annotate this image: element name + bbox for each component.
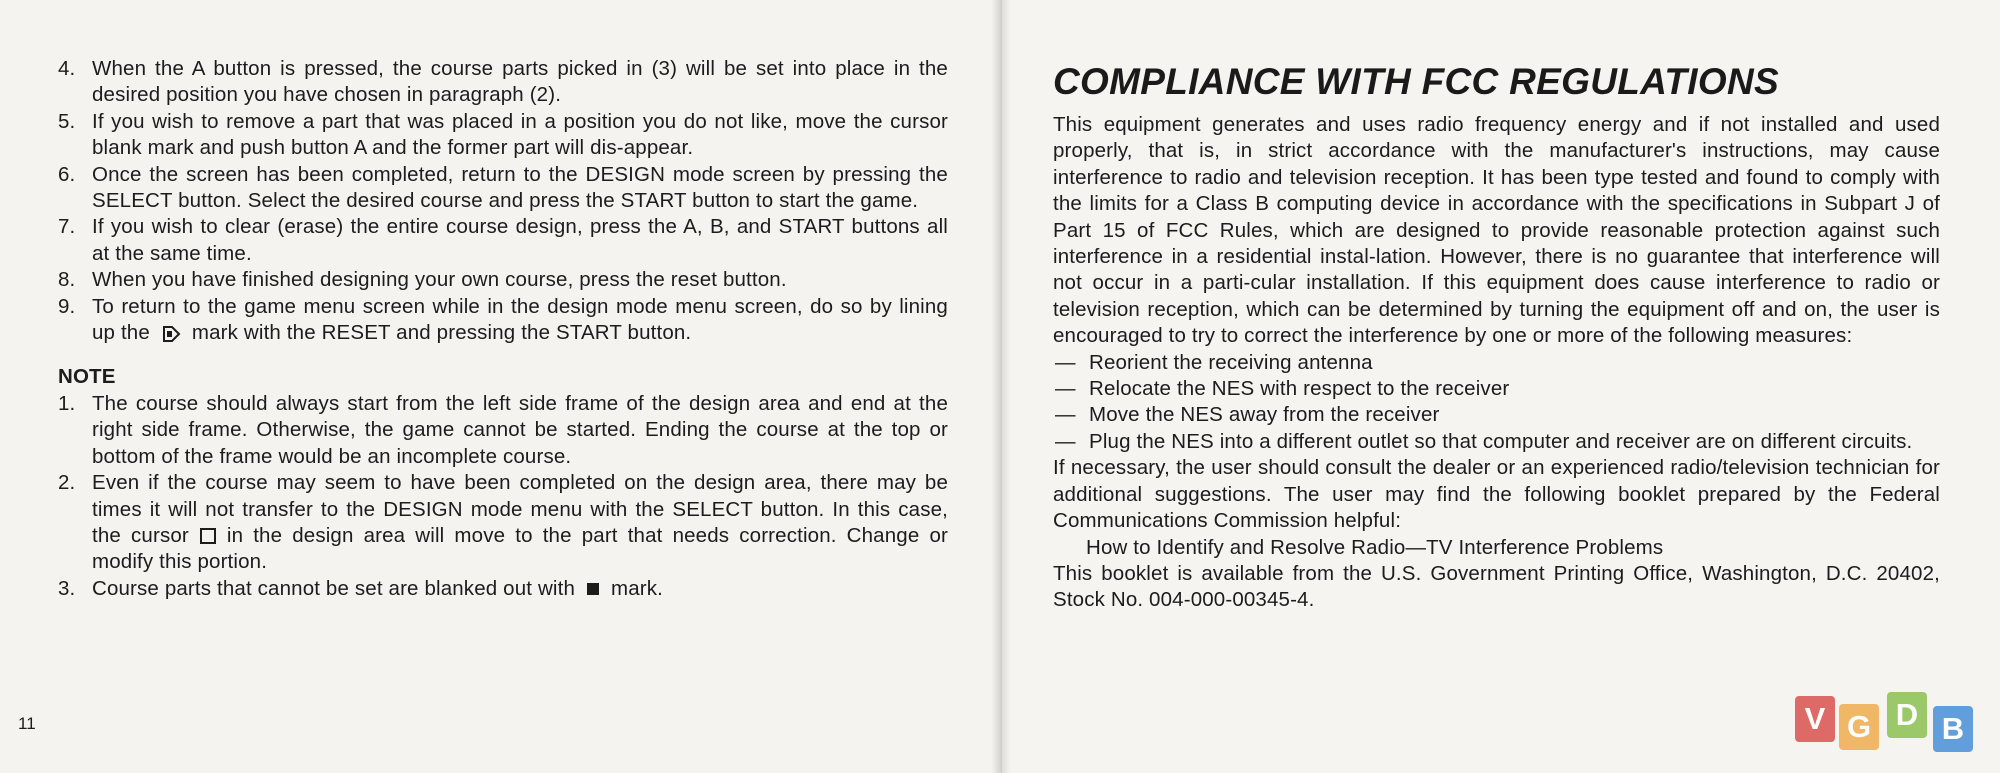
booklet-title: How to Identify and Resolve Radio—TV Interference Problems: [1086, 535, 1664, 559]
note-item: [58, 391, 948, 470]
dash-bullet: —: [1055, 403, 1076, 427]
watermark-tile-d: D: [1887, 692, 1927, 738]
note-text-after: in the design area will move to the part that needs correction. Change or modify this portion.: [92, 523, 948, 574]
note-heading: NOTE: [58, 365, 116, 389]
note-text-before: Even if the course may seem to have been completed on the design area, there may be times it will not transfer to the DESIGN mode menu with the SELECT button. In this case, the cursor: [92, 471, 948, 547]
note-text: The course should always start from the left side frame of the design area and end at the right side frame. Otherwise, the game cannot be started. Ending the course at the top or bottom of the frame would be an incomplete course.: [92, 391, 948, 468]
step-number: 8.: [58, 268, 76, 292]
step-text-after: mark with the RESET and pressing the START button.: [191, 321, 692, 345]
step-item: [58, 294, 948, 347]
fcc-intro-paragraph: This equipment generates and uses radio frequency energy and if not installed and used properly, that is, in strict accordance with the manufacturer's instructions, may cause interference to radio and television reception. It has been type tested and found to comply with the limits for a Class B computing device in accordance with the specifications in Subpart J of Part 15 of FCC Rules, which are designed to provide reasonable protection against such interference in a residential instal-lation. However, there is no guarantee that interference will not occur in a parti-cular installation. If this equipment does cause interference to radio or television reception, which can be determined by turning the equipment off and on, the user is encouraged to try to correct the interference by one or more of the following measures:: [1053, 113, 1940, 348]
step-text: If you wish to clear (erase) the entire course design, press the A, B, and START buttons all at the same time.: [92, 215, 948, 265]
measure-item: [1053, 350, 1940, 376]
measure-text: Move the NES away from the receiver: [1089, 403, 1440, 427]
note-number: 3.: [58, 576, 76, 600]
watermark-tile-g: G: [1839, 704, 1879, 750]
step-item: [58, 214, 948, 267]
step-item: [58, 162, 948, 215]
watermark-tile-v: V: [1795, 696, 1835, 742]
step-number: 5.: [58, 109, 76, 133]
consult-paragraph: If necessary, the user should consult the dealer or an experienced radio/television technician for additional suggestions. The user may find the following booklet prepared by the Federal Communications Commission helpful:: [1053, 456, 1940, 533]
step-number: 6.: [58, 162, 76, 186]
note-item: [58, 470, 948, 576]
design-steps-list: [58, 56, 948, 346]
note-number: 1.: [58, 391, 76, 415]
step-number: 7.: [58, 215, 76, 239]
watermark-tile-b: B: [1933, 706, 1973, 752]
step-text: When the A button is pressed, the course parts picked in (3) will be set into place in the desired position you have chosen in paragraph (2).: [92, 57, 948, 107]
step-item: [58, 109, 948, 162]
step-text: If you wish to remove a part that was placed in a position you do not like, move the cursor blank mark and push button A and the former part will dis-appear.: [92, 109, 948, 160]
page-number: 11: [18, 714, 36, 733]
dash-bullet: —: [1055, 429, 1076, 453]
note-text-before: Course parts that cannot be set are blanked out with: [92, 576, 576, 600]
measure-text: Reorient the receiving antenna: [1089, 350, 1373, 374]
measure-item: [1053, 376, 1940, 402]
step-text-before: To return to the game menu screen while in the design mode menu screen, do so by lining up the: [92, 294, 948, 345]
right-page-content: [1053, 60, 1940, 614]
fcc-title: COMPLIANCE WITH FCC REGULATIONS: [1053, 61, 1779, 102]
filled-square-icon: [585, 581, 601, 597]
vgdb-watermark-logo: [1795, 688, 1975, 750]
note-text-after: mark.: [611, 576, 664, 600]
step-item: [58, 56, 948, 109]
dash-bullet: —: [1055, 377, 1076, 401]
book-gutter: [992, 0, 1010, 773]
step-text: When you have finished designing your own course, press the reset button.: [92, 268, 787, 292]
measure-text: Plug the NES into a different outlet so that computer and receiver are on different circuits.: [1089, 429, 1913, 453]
note-number: 2.: [58, 471, 76, 495]
cursor-square-icon: [199, 527, 217, 545]
availability-paragraph: This booklet is available from the U.S. Government Printing Office, Washington, D.C. 20402, Stock No. 004-000-00345-4.: [1053, 561, 1940, 612]
step-number: 4.: [58, 57, 76, 80]
step-item: [58, 267, 948, 293]
measures-list: [1053, 350, 1940, 456]
measure-item: [1053, 402, 1940, 428]
dash-bullet: —: [1055, 350, 1076, 374]
notes-list: [58, 391, 948, 602]
left-page-content: [58, 56, 948, 602]
step-number: 9.: [58, 294, 76, 318]
step-text: Once the screen has been completed, return to the DESIGN mode screen by pressing the SELECT button. Select the desired course and press the START button to start the game.: [92, 162, 948, 213]
measure-item: [1053, 429, 1940, 455]
pointer-mark-icon: [160, 324, 182, 344]
note-item: [58, 576, 948, 602]
measure-text: Relocate the NES with respect to the receiver: [1089, 377, 1510, 401]
